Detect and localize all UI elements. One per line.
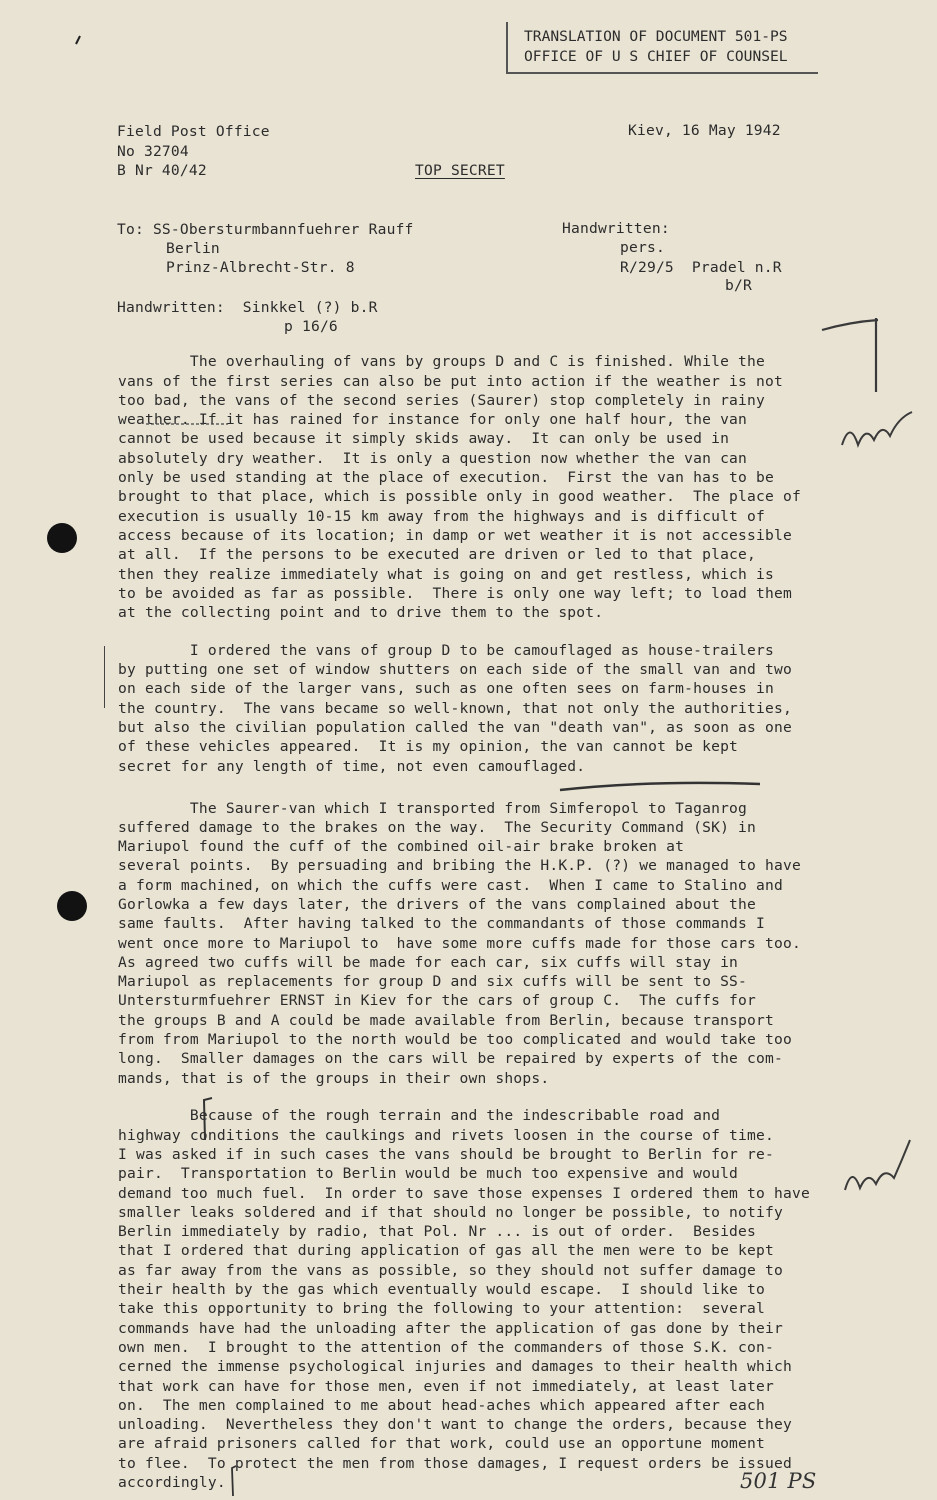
header-line-2: OFFICE OF U S CHIEF OF COUNSEL <box>524 48 788 65</box>
date-place: Kiev, 16 May 1942 <box>628 122 781 139</box>
sender-line-1: Field Post Office <box>117 123 270 140</box>
para4-line: pair. Transportation to Berlin would be much too expensive and would <box>118 1165 739 1182</box>
para1-line: The overhauling of vans by groups D and C is finished. While the <box>118 353 766 370</box>
classification: TOP SECRET <box>415 162 505 179</box>
para1-line: then they realize immediately what is going on and get restless, which is <box>118 566 774 583</box>
para4-line: commands have had the unloading after the application of gas done by their <box>118 1320 783 1337</box>
para3-line: The Saurer-van which I transported from Simferopol to Taganrog <box>118 800 748 817</box>
para2-line: by putting one set of window shutters on each side of the small van and two <box>118 661 792 678</box>
header-line-1: TRANSLATION OF DOCUMENT 501-PS <box>524 28 788 45</box>
para1-line: at all. If the persons to be executed are driven or led to that place, <box>118 546 757 563</box>
para1-line: cannot be used because it simply skids away. It can only be used in <box>118 430 730 447</box>
handwritten-note-left-2: p 16/6 <box>284 318 338 335</box>
para3-line: from from Mariupol to the north would be too complicated and would take too <box>118 1031 792 1048</box>
para1-line: to be avoided as far as possible. There is only one way left; to load them <box>118 585 792 602</box>
handwritten-note-right-3: R/29/5 Pradel n.R <box>620 259 782 276</box>
para4-line: that I ordered that during application of gas all the men were to be kept <box>118 1242 774 1259</box>
para1-line: execution is usually 10-15 km away from the highways and is difficult of <box>118 508 766 525</box>
para4-line: demand too much fuel. In order to save those expenses I ordered them to have <box>118 1185 810 1202</box>
para3-line: mands, that is of the groups in their own shops. <box>118 1070 550 1087</box>
para4-line: I was asked if in such cases the vans should be brought to Berlin for re- <box>118 1146 774 1163</box>
para3-line: Gorlowka a few days later, the drivers of the vans complained about the <box>118 896 757 913</box>
para1-line: too bad, the vans of the second series (Saurer) stop completely in rainy <box>118 392 766 409</box>
handwritten-note-right-2: pers. <box>620 239 665 256</box>
para3-line: Mariupol found the cuff of the combined oil-air brake broken at <box>118 838 685 855</box>
recipient-line-1: To: SS-Obersturmbannfuehrer Rauff <box>117 221 414 238</box>
para3-line: long. Smaller damages on the cars will be repaired by experts of the com- <box>118 1050 783 1067</box>
para1-line: vans of the first series can also be put into action if the weather is not <box>118 373 783 390</box>
para4-line: that work can have for those men, even if not immediately, at least later <box>118 1378 774 1395</box>
para2-line: secret for any length of time, not even camouflaged. <box>118 758 586 775</box>
para4-line: unloading. Nevertheless they don't want to change the orders, because they <box>118 1416 792 1433</box>
para1-line: absolutely dry weather. It is only a question now whether the van can <box>118 450 748 467</box>
footer-handwritten-mark: 501 PS <box>740 1469 817 1493</box>
para4-line: smaller leaks soldered and if that should no longer be possible, to notify <box>118 1204 783 1221</box>
para1-line: at the collecting point and to drive them to the spot. <box>118 604 604 621</box>
para3-line: several points. By persuading and bribing the H.K.P. (?) we managed to have <box>118 857 801 874</box>
para4-line: to flee. To protect the men from those damages, I request orders be issued <box>118 1455 792 1472</box>
para3-line: the groups B and A could be made available from Berlin, because transport <box>118 1012 774 1029</box>
para2-line: of these vehicles appeared. It is my opinion, the van cannot be kept <box>118 738 739 755</box>
para2-line: the country. The vans became so well-known, that not only the authorities, <box>118 700 792 717</box>
handwritten-note-right-4: b/R <box>725 277 752 294</box>
para4-line: cerned the immense psychological injuries and damages to their health which <box>118 1358 792 1375</box>
para3-line: Untersturmfuehrer ERNST in Kiev for the cars of group C. The cuffs for <box>118 992 757 1009</box>
para4-line: as far away from the vans as possible, so they should not suffer damage to <box>118 1262 783 1279</box>
para4-line: highway conditions the caulkings and rivets loosen in the course of time. <box>118 1127 774 1144</box>
para4-line: Berlin immediately by radio, that Pol. Nr ... is out of order. Besides <box>118 1223 757 1240</box>
para1-line: weather. If it has rained for instance for only one half hour, the van <box>118 411 748 428</box>
para4-line: on. The men complained to me about head-aches which appeared after each <box>118 1397 766 1414</box>
para4-line: own men. I brought to the attention of the commanders of those S.K. con- <box>118 1339 774 1356</box>
para3-line: a form machined, on which the cuffs were cast. When I came to Stalino and <box>118 877 783 894</box>
para4-line: are afraid prisoners called for that work, could use an opportune moment <box>118 1435 766 1452</box>
para4-line: take this opportunity to bring the following to your attention: several <box>118 1300 766 1317</box>
para3-line: Mariupol as replacements for group D and six cuffs will be sent to SS- <box>118 973 748 990</box>
para3-line: As agreed two cuffs will be made for each car, six cuffs will stay in <box>118 954 739 971</box>
para2-line: on each side of the larger vans, such as one often sees on farm-houses in <box>118 680 774 697</box>
para3-line: suffered damage to the brakes on the way. The Security Command (SK) in <box>118 819 757 836</box>
para2-line: I ordered the vans of group D to be camouflaged as house-trailers <box>118 642 774 659</box>
recipient-line-3: Prinz-Albrecht-Str. 8 <box>166 259 355 276</box>
para4-line: accordingly. <box>118 1474 226 1491</box>
sender-line-3: B Nr 40/42 <box>117 162 207 179</box>
recipient-line-2: Berlin <box>166 240 220 257</box>
sender-line-2: No 32704 <box>117 143 189 160</box>
para4-line: Because of the rough terrain and the indescribable road and <box>118 1107 721 1124</box>
para3-line: same faults. After having talked to the commandants of those commands I <box>118 915 766 932</box>
handwritten-note-left-1: Handwritten: Sinkkel (?) b.R <box>117 299 378 316</box>
para4-line: their health by the gas which eventually would escape. I should like to <box>118 1281 766 1298</box>
para1-line: brought to that place, which is possible only in good weather. The place of <box>118 488 801 505</box>
para2-line: but also the civilian population called the van "death van", as soon as one <box>118 719 792 736</box>
handwritten-note-right-1: Handwritten: <box>562 220 670 237</box>
para3-line: went once more to Mariupol to have some more cuffs made for those cars too. <box>118 935 801 952</box>
para1-line: only be used standing at the place of execution. First the van has to be <box>118 469 774 486</box>
para1-line: access because of its location; in damp or wet weather it is not accessible <box>118 527 792 544</box>
